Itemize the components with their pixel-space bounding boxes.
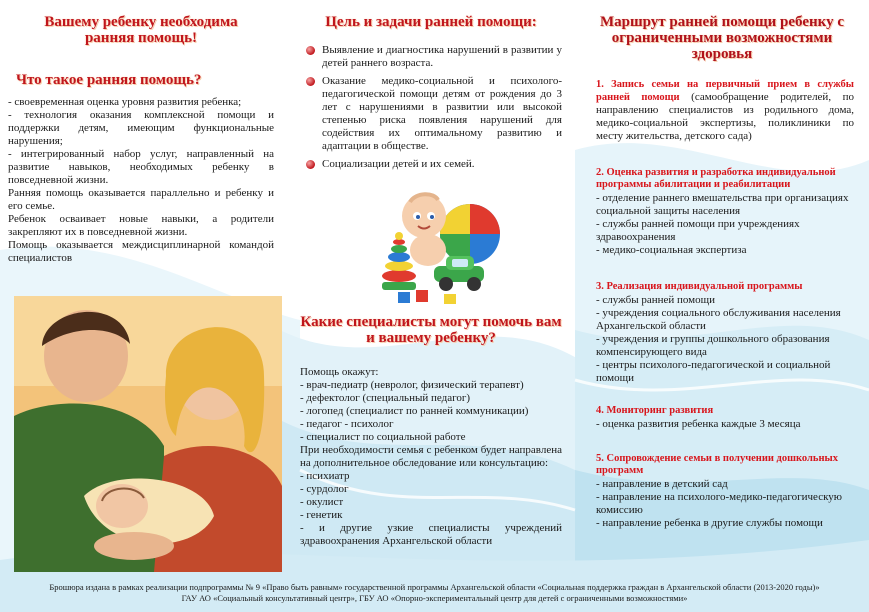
step-5-item: - направление в детский сад xyxy=(596,478,728,490)
goal-item: Выявление и диагностика нарушений в развитии у детей раннего возраста. xyxy=(300,44,562,70)
route-title: Маршрут ранней помощи ребенку с ограниченными возможностями здоровья xyxy=(600,14,844,62)
left-paragraph: - своевременная оценка уровня развития ребенка; xyxy=(8,96,242,108)
family-photo xyxy=(14,296,282,572)
help-item: - логопед (специалист по ранней коммуникации) xyxy=(300,405,529,417)
step-3-item: - учреждения и группы дошкольного образования компенсирующего вида xyxy=(596,333,830,358)
step-4-title: 4. Мониторинг развития xyxy=(596,405,714,416)
left-paragraph: Ранняя помощь оказывается параллельно и ребенку и его семье. xyxy=(8,187,274,212)
step-2-item: - медико-социальная экспертиза xyxy=(596,244,747,256)
step-1-title: 1. Запись семьи на первичный прием в службы ранней помощи xyxy=(596,79,854,103)
step-2-body xyxy=(596,192,854,257)
step-4 xyxy=(590,405,854,431)
step-5-item: - направление на психолого-медико-педагогическую комиссию xyxy=(596,491,842,516)
goal-item: Социализации детей и их семей. xyxy=(300,158,562,171)
left-paragraphs xyxy=(8,96,274,265)
step-4-body xyxy=(596,418,854,431)
step-5 xyxy=(590,453,854,530)
goals-title: Цель и задачи ранней помощи: xyxy=(325,14,537,30)
step-5-body xyxy=(596,478,854,530)
step-3-item: - центры психолого-педагогической и социальной помощи xyxy=(596,359,831,384)
step-2 xyxy=(590,167,854,257)
step-2-item: - отделение раннего вмешательства при организациях социальной защиты населения xyxy=(596,192,849,217)
extra-item: - окулист xyxy=(300,496,344,508)
step-1 xyxy=(590,78,854,143)
left-paragraph: Помощь оказывается междисциплинарной командой специалистов xyxy=(8,239,274,264)
step-2-item: - службы ранней помощи при учреждениях здравоохранения xyxy=(596,218,800,243)
left-paragraph: Ребенок осваивает новые навыки, а родители закрепляют их в повседневной жизни. xyxy=(8,213,274,238)
help-intro: Помощь окажут: xyxy=(300,366,379,378)
help-block xyxy=(300,366,562,548)
extra-text: При необходимости семья с ребенком будет направлена на дополнительное обследование или консультацию: xyxy=(300,444,562,469)
step-3-item: - службы ранней помощи xyxy=(596,294,716,306)
help-item: - специалист по социальной работе xyxy=(300,431,466,443)
help-item: - врач-педиатр (невролог, физический терапевт) xyxy=(300,379,524,391)
step-2-title: 2. Оценка развития и разработка индивидуальной программы абилитации и реабилитации xyxy=(596,167,836,190)
footer-line-1: Брошюра издана в рамках реализации подпрограммы № 9 «Право быть равным» государственной программы Архангельской области «Социальная поддержка граждан в Архангельской области (2013-2020 годы)» xyxy=(49,582,820,592)
extra-item: - психиатр xyxy=(300,470,350,482)
left-paragraph: - интегрированный набор услуг, направленный на развитие навыков, необходимых ребенку в повседневной жизни. xyxy=(8,148,274,186)
left-paragraph: - технология оказания комплексной помощи и поддержки детям, имеющим функциональные нарушения; xyxy=(8,109,274,147)
goal-item: Оказание медико-социальной и психолого-педагогической помощи детям от рождения до 3 лет с нарушениями в развитии или высокой степенью риска появления нарушений для содействия их оптимальному развитию и адаптации в обществе. xyxy=(300,75,562,153)
step-3-title: 3. Реализация индивидуальной программы xyxy=(596,281,803,292)
help-item: - педагог - психолог xyxy=(300,418,394,430)
extra-item: - сурдолог xyxy=(300,483,349,495)
step-3-item: - учреждения социального обслуживания населения Архангельской области xyxy=(596,307,841,332)
step-5-title: 5. Сопровождение семьи в получении дошкольных программ xyxy=(596,453,838,476)
step-1-text: (самообращение родителей, по направлению специалистов из родильного дома, медико-социальной экспертизы, поликлиники по месту жительства, детского сада) xyxy=(596,91,855,142)
left-heading: Вашему ребенку необходима ранняя помощь! xyxy=(44,14,238,46)
extra-item: - и другие узкие специалисты учреждений здравоохранения Архангельской области xyxy=(300,522,562,547)
extra-item: - генетик xyxy=(300,509,343,521)
specialists-section xyxy=(300,0,562,548)
left-column xyxy=(8,0,274,265)
step-3 xyxy=(590,281,854,385)
footer xyxy=(0,582,869,604)
step-3-body xyxy=(596,294,854,385)
step-5-item: - направление ребенка в другие службы помощи xyxy=(596,517,823,529)
help-item: - дефектолог (специальный педагог) xyxy=(300,392,471,404)
footer-line-2: ГАУ АО «Социальный консультативный центр», ГБУ АО «Опорно-экспериментальный центр для детей с ограниченными возможностями» xyxy=(181,593,688,603)
step-4-item: - оценка развития ребенка каждые 3 месяца xyxy=(596,418,801,430)
what-is-early-help-title: Что такое ранняя помощь? xyxy=(16,72,202,88)
specialists-title: Какие специалисты могут помочь вам и вашему ребенку? xyxy=(300,314,562,346)
right-column xyxy=(590,0,854,530)
